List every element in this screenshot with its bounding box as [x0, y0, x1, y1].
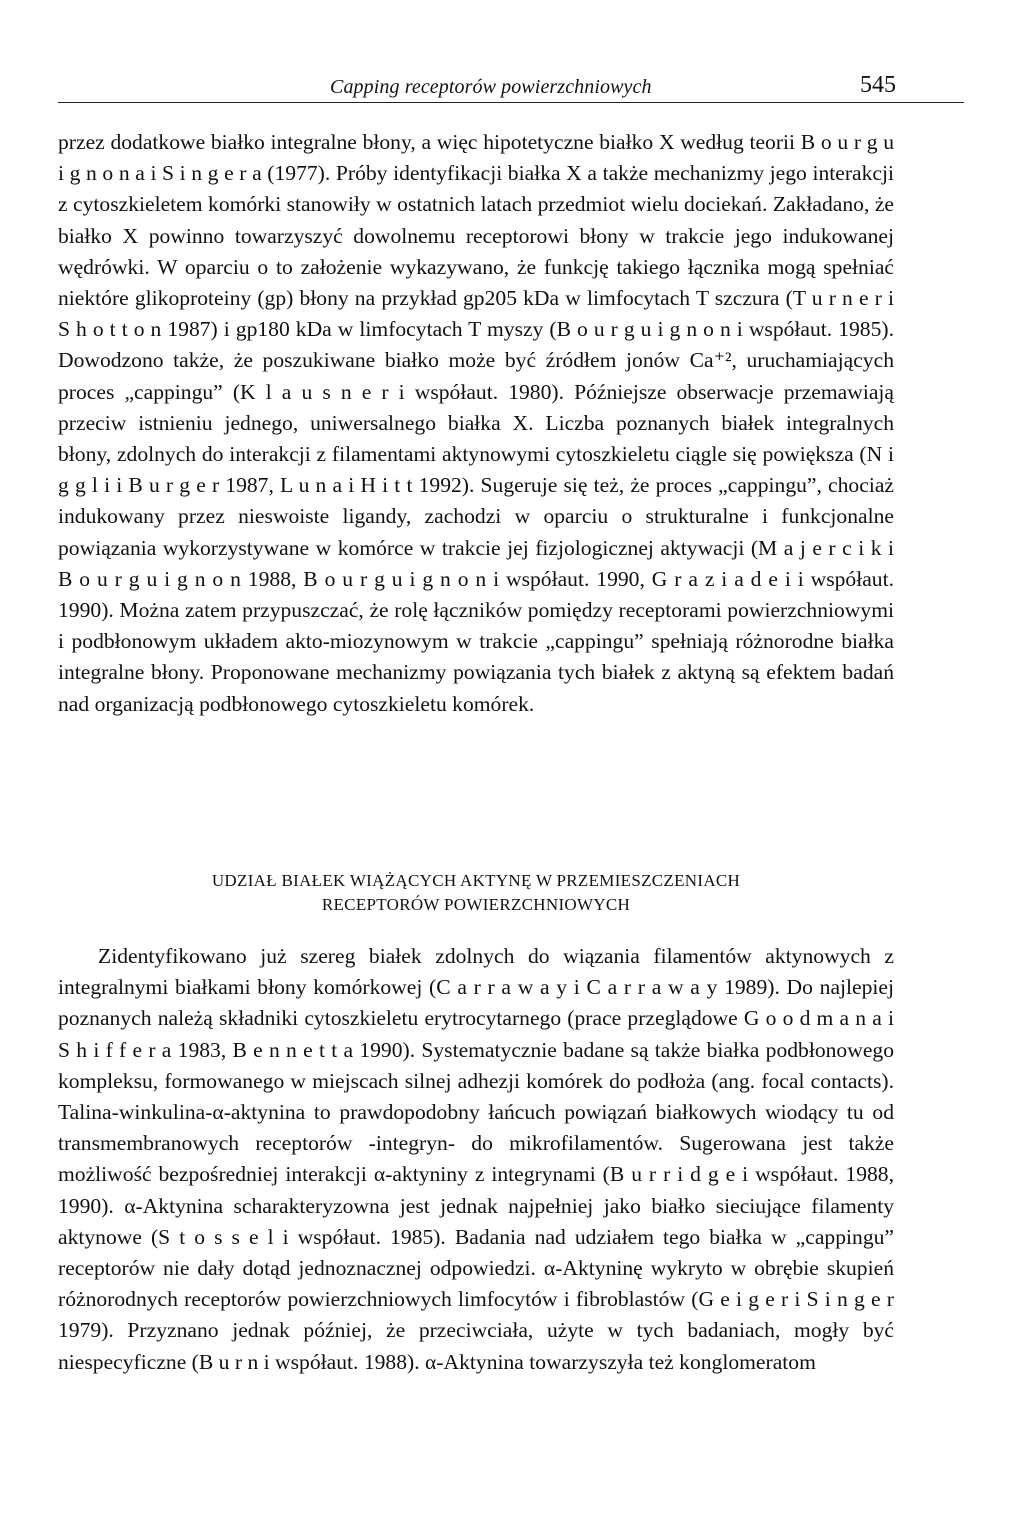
section-heading-line-2: RECEPTORÓW POWIERZCHNIOWYCH: [321, 895, 631, 914]
page: [58, 0, 964, 1536]
running-title: Capping receptorów powierzchniowych: [330, 76, 652, 98]
body-paragraph-1: [58, 127, 894, 720]
paragraph-text: Zidentyfikowano już szereg białek zdolnych do wiązania filamentów aktynowych z integralnymi białkami błony komórkowej (C a r r a w a y i C a r r a w a y 1989). Do najlepiej poznanych należą składniki cytoszkieletu erytrocytarnego (prace przeglądowe G o o d m a n a i S h i f f e r a 1983, B e n n e t t a 1990). Systematycznie badane są także białka podbłonowego kompleksu, formowanego w miejscach silnej adhezji komórek do podłoża (ang. focal contacts). Talina-winkulina-α-aktynina to prawdopodobny łańcuch powiązań białkowych wiodący tu od transmembranowych receptorów -integryn- do mikrofilamentów. Sugerowana jest także możliwość bezpośredniej interakcji α-aktyniny z integrynami (B u r r i d g e i współaut. 1988, 1990). α-Aktynina scharakteryzowna jest jednak najpełniej jako białko sieciujące filamenty aktynowe (S t o s s e l i współaut. 1985). Badania nad udziałem tego białka w „cappingu” receptorów nie dały dotąd jednoznacznej odpowiedzi. α-Aktyninę wykryto w obrębie skupień różnorodnych receptorów powierzchniowych limfocytów i fibroblastów (G e i g e r i S i n g e r 1979). Przyznano jednak później, że przeciwciała, użyte w tych badaniach, mogły być niespecyficzne (B u r n i współaut. 1988). α-Aktynina towarzyszyła też konglomeratom: [58, 944, 894, 1374]
page-number: 545: [860, 72, 896, 98]
running-header: [58, 68, 964, 103]
section-heading-line-1: UDZIAŁ BIAŁEK WIĄŻĄCYCH AKTYNĘ W PRZEMIESZCZENIACH: [211, 871, 741, 890]
body-paragraph-2: [58, 941, 894, 1378]
paragraph-text: przez dodatkowe białko integralne błony, a więc hipotetyczne białko X według teorii B o u r g u i g n o n a i S i n g e r a (1977). Próby identyfikacji białka X a także mechanizmy jego interakcji z cytoszkieletem komórki stanowiły w ostatnich latach przedmiot wielu dociekań. Zakładano, że białko X powinno towarzyszyć dowolnemu receptorowi błony w trakcie jego indukowanej wędrówki. W oparciu o to założenie wykazywano, że funkcję takiego łącznika mogą spełniać niektóre glikoproteiny (gp) błony na przykład gp205 kDa w limfocytach T szczura (T u r n e r i S h o t t o n 1987) i gp180 kDa w limfocytach T myszy (B o u r g u i g n o n i współaut. 1985). Dowodzono także, że poszukiwane białko może być źródłem jonów Ca⁺², uruchamiających proces „cappingu” (K l a u s n e r i współaut. 1980). Późniejsze obserwacje przemawiają przeciw istnieniu jednego, uniwersalnego białka X. Liczba poznanych białek integralnych błony, zdolnych do interakcji z filamentami aktynowymi cytoszkieletu ciągle się powiększa (N i g g l i i B u r g e r 1987, L u n a i H i t t 1992). Sugeruje się też, że proces „cappingu”, chociaż indukowany przez nieswoiste ligandy, zachodzi w oparciu o strukturalne i funkcjonalne powiązania wykorzystywane w komórce w trakcie jej fizjologicznej aktywacji (M a j e r c i k i B o u r g u i g n o n 1988, B o u r g u i g n o n i współaut. 1990, G r a z i a d e i i współaut. 1990). Można zatem przypuszczać, że rolę łączników pomiędzy receptorami powierzchniowymi i podbłonowym układem akto-miozynowym w trakcie „cappingu” spełniają różnorodne białka integralne błony. Proponowane mechanizmy powiązania tych białek z aktyną są efektem badań nad organizacją podbłonowego cytoszkieletu komórek.: [58, 130, 894, 716]
